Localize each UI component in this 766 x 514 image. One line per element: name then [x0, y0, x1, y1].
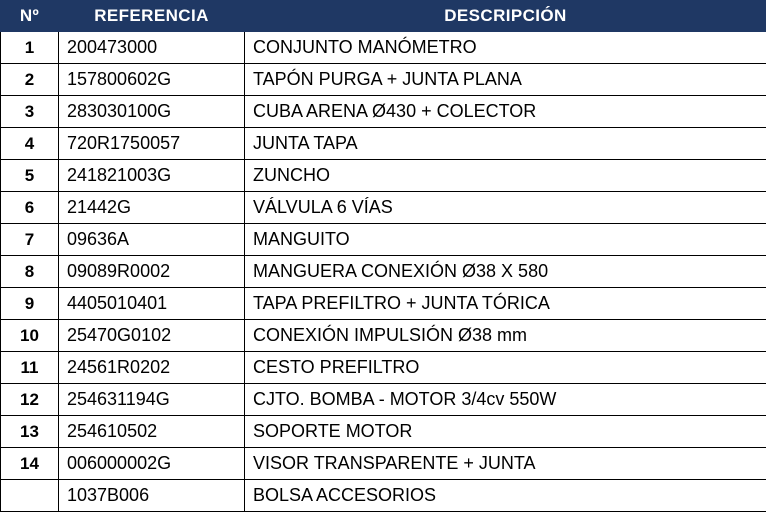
cell-reference: 283030100G	[59, 96, 245, 128]
cell-item-number: 9	[1, 288, 59, 320]
cell-description: SOPORTE MOTOR	[245, 416, 766, 448]
table-row	[1, 320, 766, 352]
cell-item-number: 11	[1, 352, 59, 384]
table-row	[1, 96, 766, 128]
cell-description: CJTO. BOMBA - MOTOR 3/4cv 550W	[245, 384, 766, 416]
cell-reference: 254610502	[59, 416, 245, 448]
cell-item-number: 10	[1, 320, 59, 352]
cell-item-number: 1	[1, 32, 59, 64]
cell-reference: 157800602G	[59, 64, 245, 96]
cell-reference: 241821003G	[59, 160, 245, 192]
cell-reference: 006000002G	[59, 448, 245, 480]
cell-description: TAPA PREFILTRO + JUNTA TÓRICA	[245, 288, 766, 320]
cell-item-number: 6	[1, 192, 59, 224]
table-row	[1, 160, 766, 192]
table-row	[1, 288, 766, 320]
table-row	[1, 192, 766, 224]
cell-description: CONJUNTO MANÓMETRO	[245, 32, 766, 64]
cell-description: CUBA ARENA Ø430 + COLECTOR	[245, 96, 766, 128]
cell-description: CESTO PREFILTRO	[245, 352, 766, 384]
column-header-number: Nº	[1, 1, 59, 32]
cell-description: ZUNCHO	[245, 160, 766, 192]
table-row	[1, 416, 766, 448]
cell-reference: 21442G	[59, 192, 245, 224]
table-header-row	[1, 1, 766, 32]
cell-item-number: 3	[1, 96, 59, 128]
cell-reference: 25470G0102	[59, 320, 245, 352]
table-row	[1, 448, 766, 480]
cell-description: JUNTA TAPA	[245, 128, 766, 160]
cell-description: TAPÓN PURGA + JUNTA PLANA	[245, 64, 766, 96]
table-row	[1, 128, 766, 160]
cell-item-number: 12	[1, 384, 59, 416]
table-row	[1, 256, 766, 288]
column-header-reference: REFERENCIA	[59, 1, 245, 32]
cell-description: MANGUITO	[245, 224, 766, 256]
cell-item-number: 5	[1, 160, 59, 192]
table-body	[1, 32, 766, 512]
table-row	[1, 352, 766, 384]
cell-description: VISOR TRANSPARENTE + JUNTA	[245, 448, 766, 480]
cell-item-number: 8	[1, 256, 59, 288]
cell-item-number: 13	[1, 416, 59, 448]
cell-reference: 09636A	[59, 224, 245, 256]
table-header	[1, 1, 766, 32]
cell-description: MANGUERA CONEXIÓN Ø38 X 580	[245, 256, 766, 288]
table-row	[1, 64, 766, 96]
cell-reference: 09089R0002	[59, 256, 245, 288]
cell-reference: 254631194G	[59, 384, 245, 416]
table-row	[1, 384, 766, 416]
cell-item-number: 4	[1, 128, 59, 160]
cell-description: CONEXIÓN IMPULSIÓN Ø38 mm	[245, 320, 766, 352]
cell-reference: 4405010401	[59, 288, 245, 320]
table-row	[1, 480, 766, 512]
cell-item-number	[1, 480, 59, 512]
cell-reference: 200473000	[59, 32, 245, 64]
column-header-description: DESCRIPCIÓN	[245, 1, 766, 32]
table-row	[1, 224, 766, 256]
cell-reference: 720R1750057	[59, 128, 245, 160]
cell-description: BOLSA ACCESORIOS	[245, 480, 766, 512]
table-row	[1, 32, 766, 64]
cell-item-number: 14	[1, 448, 59, 480]
cell-reference: 24561R0202	[59, 352, 245, 384]
cell-reference: 1037B006	[59, 480, 245, 512]
cell-item-number: 7	[1, 224, 59, 256]
cell-item-number: 2	[1, 64, 59, 96]
cell-description: VÁLVULA 6 VÍAS	[245, 192, 766, 224]
